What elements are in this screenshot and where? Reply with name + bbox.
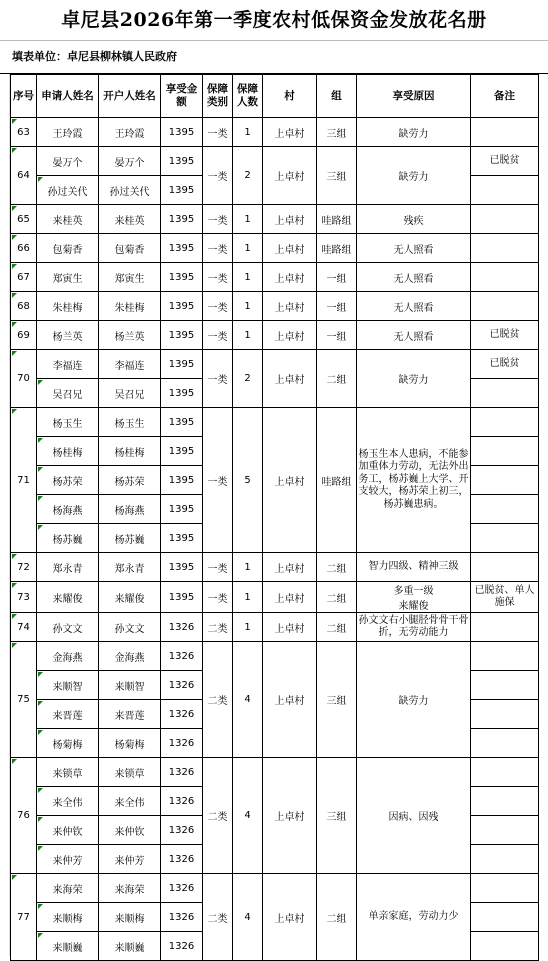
security-category: 一类 — [203, 147, 233, 205]
village-name: 上卓村 — [263, 642, 317, 758]
remark-cell: 已脱贫 — [471, 147, 539, 176]
village-name: 上卓村 — [263, 874, 317, 961]
benefit-amount: 1395 — [161, 524, 203, 553]
cell-indicator-icon — [12, 875, 17, 880]
security-count: 4 — [233, 874, 263, 961]
benefit-amount: 1326 — [161, 903, 203, 932]
security-count: 1 — [233, 553, 263, 582]
benefit-amount: 1326 — [161, 787, 203, 816]
account-holder-name: 来顺巍 — [99, 932, 161, 961]
cell-indicator-icon — [12, 614, 17, 619]
village-name: 上卓村 — [263, 205, 317, 234]
team-name: 二组 — [317, 350, 357, 408]
team-name: 哇路组 — [317, 205, 357, 234]
village-name: 上卓村 — [263, 350, 317, 408]
applicant-name: 来仲芳 — [37, 845, 99, 874]
document-title: 卓尼县2026年第一季度农村低保资金发放花名册 — [0, 0, 548, 41]
header-reason: 享受原因 — [357, 75, 471, 118]
remark-cell — [471, 118, 539, 147]
header-village: 村 — [263, 75, 317, 118]
security-count: 1 — [233, 582, 263, 613]
table-row — [11, 553, 539, 582]
benefit-amount: 1395 — [161, 350, 203, 379]
benefit-reason: 缺劳力 — [357, 642, 471, 758]
cell-indicator-icon — [38, 672, 43, 677]
account-holder-name: 晏万个 — [99, 147, 161, 176]
cell-indicator-icon — [38, 380, 43, 385]
applicant-name: 杨苏巍 — [37, 524, 99, 553]
team-name: 二组 — [317, 613, 357, 642]
benefit-reason: 缺劳力 — [357, 350, 471, 408]
remark-cell — [471, 379, 539, 408]
benefit-reason: 多重一级 来耀俊 — [357, 582, 471, 613]
benefit-amount: 1326 — [161, 613, 203, 642]
row-number: 68 — [11, 292, 37, 321]
applicant-name: 来海荣 — [37, 874, 99, 903]
applicant-name: 来仲钦 — [37, 816, 99, 845]
header-applicant: 申请人姓名 — [37, 75, 99, 118]
benefit-amount: 1395 — [161, 582, 203, 613]
benefit-amount: 1395 — [161, 408, 203, 437]
row-number: 64 — [11, 147, 37, 205]
village-name: 上卓村 — [263, 613, 317, 642]
account-holder-name: 吴召兄 — [99, 379, 161, 408]
benefit-amount: 1395 — [161, 118, 203, 147]
applicant-name: 杨菊梅 — [37, 729, 99, 758]
applicant-name: 李福连 — [37, 350, 99, 379]
cell-indicator-icon — [12, 583, 17, 588]
cell-indicator-icon — [12, 206, 17, 211]
team-name: 三组 — [317, 758, 357, 874]
applicant-name: 来顺巍 — [37, 932, 99, 961]
benefit-reason: 缺劳力 — [357, 147, 471, 205]
row-number: 73 — [11, 582, 37, 613]
security-category: 一类 — [203, 292, 233, 321]
table-row — [11, 874, 539, 903]
applicant-name: 来桂英 — [37, 205, 99, 234]
team-name: 三组 — [317, 118, 357, 147]
security-count: 2 — [233, 147, 263, 205]
account-holder-name: 来晋莲 — [99, 700, 161, 729]
cell-indicator-icon — [38, 730, 43, 735]
cell-indicator-icon — [12, 293, 17, 298]
applicant-name: 吴召兄 — [37, 379, 99, 408]
header-amount: 享受金额 — [161, 75, 203, 118]
remark-cell — [471, 263, 539, 292]
row-number: 76 — [11, 758, 37, 874]
security-count: 1 — [233, 205, 263, 234]
benefit-reason: 杨玉生本人患病，不能参加重体力劳动，无法外出务工，杨苏巍上大学、开支较大，杨苏荣上初三，杨苏巍患病。 — [357, 408, 471, 553]
account-holder-name: 来锁草 — [99, 758, 161, 787]
applicant-name: 来顺梅 — [37, 903, 99, 932]
account-holder-name: 杨苏荣 — [99, 466, 161, 495]
remark-cell — [471, 234, 539, 263]
account-holder-name: 包菊香 — [99, 234, 161, 263]
account-holder-name: 杨玉生 — [99, 408, 161, 437]
applicant-name: 王玲霞 — [37, 118, 99, 147]
benefit-amount: 1395 — [161, 176, 203, 205]
remark-cell — [471, 874, 539, 903]
account-holder-name: 来顺梅 — [99, 903, 161, 932]
security-category: 一类 — [203, 350, 233, 408]
row-number: 71 — [11, 408, 37, 553]
row-number: 70 — [11, 350, 37, 408]
account-holder-name: 来海荣 — [99, 874, 161, 903]
benefit-amount: 1326 — [161, 874, 203, 903]
village-name: 上卓村 — [263, 553, 317, 582]
cell-indicator-icon — [12, 119, 17, 124]
team-name: 一组 — [317, 263, 357, 292]
benefit-amount: 1395 — [161, 234, 203, 263]
benefit-amount: 1395 — [161, 495, 203, 524]
cell-indicator-icon — [12, 643, 17, 648]
benefit-amount: 1326 — [161, 671, 203, 700]
security-count: 4 — [233, 758, 263, 874]
header-row — [11, 75, 539, 118]
account-holder-name: 郑永青 — [99, 553, 161, 582]
benefit-reason: 无人照看 — [357, 234, 471, 263]
applicant-name: 孙过关代 — [37, 176, 99, 205]
benefit-amount: 1395 — [161, 379, 203, 408]
row-number: 69 — [11, 321, 37, 350]
remark-cell — [471, 437, 539, 466]
security-category: 二类 — [203, 874, 233, 961]
table-row — [11, 263, 539, 292]
account-holder-name: 杨菊梅 — [99, 729, 161, 758]
security-count: 1 — [233, 118, 263, 147]
table-row — [11, 205, 539, 234]
table-row — [11, 408, 539, 437]
cell-indicator-icon — [38, 846, 43, 851]
security-category: 一类 — [203, 118, 233, 147]
benefit-reason: 单亲家庭，劳动力少 — [357, 874, 471, 961]
table-row — [11, 234, 539, 263]
benefit-amount: 1395 — [161, 321, 203, 350]
remark-cell — [471, 700, 539, 729]
table-row — [11, 758, 539, 787]
cell-indicator-icon — [12, 264, 17, 269]
header-team: 组 — [317, 75, 357, 118]
applicant-name: 朱桂梅 — [37, 292, 99, 321]
table-row — [11, 350, 539, 379]
header-category: 保障类别 — [203, 75, 233, 118]
table-row — [11, 292, 539, 321]
account-holder-name: 杨海燕 — [99, 495, 161, 524]
benefit-amount: 1395 — [161, 205, 203, 234]
applicant-name: 杨玉生 — [37, 408, 99, 437]
remark-cell: 已脱贫、单人施保 — [471, 582, 539, 613]
applicant-name: 来顺智 — [37, 671, 99, 700]
security-category: 二类 — [203, 642, 233, 758]
account-holder-name: 来桂英 — [99, 205, 161, 234]
security-category: 一类 — [203, 234, 233, 263]
applicant-name: 来全伟 — [37, 787, 99, 816]
benefit-amount: 1395 — [161, 553, 203, 582]
row-number: 65 — [11, 205, 37, 234]
account-holder-name: 孙过关代 — [99, 176, 161, 205]
row-number: 63 — [11, 118, 37, 147]
benefit-reason: 无人照看 — [357, 321, 471, 350]
cell-indicator-icon — [38, 817, 43, 822]
team-name: 哇路组 — [317, 234, 357, 263]
account-holder-name: 杨桂梅 — [99, 437, 161, 466]
cell-indicator-icon — [12, 351, 17, 356]
cell-indicator-icon — [38, 904, 43, 909]
security-category: 一类 — [203, 553, 233, 582]
applicant-name: 来耀俊 — [37, 582, 99, 613]
cell-indicator-icon — [38, 467, 43, 472]
village-name: 上卓村 — [263, 582, 317, 613]
account-holder-name: 杨苏巍 — [99, 524, 161, 553]
account-holder-name: 来仲钦 — [99, 816, 161, 845]
cell-indicator-icon — [12, 235, 17, 240]
security-category: 一类 — [203, 321, 233, 350]
security-count: 5 — [233, 408, 263, 553]
applicant-name: 来锁草 — [37, 758, 99, 787]
benefit-reason: 孙文文右小腿胫骨骨干骨折，无劳动能力 — [357, 613, 471, 642]
account-holder-name: 来耀俊 — [99, 582, 161, 613]
remark-cell — [471, 205, 539, 234]
account-holder-name: 金海燕 — [99, 642, 161, 671]
header-count: 保障人数 — [233, 75, 263, 118]
cell-indicator-icon — [38, 438, 43, 443]
benefit-amount: 1395 — [161, 437, 203, 466]
applicant-name: 杨桂梅 — [37, 437, 99, 466]
remark-cell: 已脱贫 — [471, 350, 539, 379]
village-name: 上卓村 — [263, 292, 317, 321]
remark-cell — [471, 932, 539, 961]
remark-cell: 已脱贫 — [471, 321, 539, 350]
applicant-name: 晏万个 — [37, 147, 99, 176]
remark-cell — [471, 816, 539, 845]
benefit-amount: 1395 — [161, 466, 203, 495]
cell-indicator-icon — [38, 788, 43, 793]
village-name: 上卓村 — [263, 118, 317, 147]
remark-cell — [471, 553, 539, 582]
remark-cell — [471, 292, 539, 321]
remark-cell — [471, 729, 539, 758]
benefit-amount: 1326 — [161, 932, 203, 961]
filing-unit-label: 填表单位：卓尼县柳林镇人民政府 — [0, 40, 548, 74]
team-name: 二组 — [317, 553, 357, 582]
benefit-reason: 残疾 — [357, 205, 471, 234]
remark-cell — [471, 787, 539, 816]
cell-indicator-icon — [38, 701, 43, 706]
security-count: 2 — [233, 350, 263, 408]
team-name: 二组 — [317, 582, 357, 613]
cell-indicator-icon — [12, 554, 17, 559]
row-number: 66 — [11, 234, 37, 263]
account-holder-name: 朱桂梅 — [99, 292, 161, 321]
applicant-name: 杨苏荣 — [37, 466, 99, 495]
cell-indicator-icon — [12, 148, 17, 153]
account-holder-name: 来全伟 — [99, 787, 161, 816]
remark-cell — [471, 845, 539, 874]
security-category: 一类 — [203, 582, 233, 613]
village-name: 上卓村 — [263, 147, 317, 205]
account-holder-name: 来顺智 — [99, 671, 161, 700]
remark-cell — [471, 495, 539, 524]
subsidy-roster-table — [10, 74, 539, 961]
row-number: 74 — [11, 613, 37, 642]
benefit-reason: 无人照看 — [357, 263, 471, 292]
cell-indicator-icon — [38, 177, 43, 182]
village-name: 上卓村 — [263, 263, 317, 292]
header-no: 序号 — [11, 75, 37, 118]
security-category: 一类 — [203, 205, 233, 234]
cell-indicator-icon — [12, 322, 17, 327]
benefit-amount: 1326 — [161, 700, 203, 729]
cell-indicator-icon — [12, 409, 17, 414]
remark-cell — [471, 671, 539, 700]
benefit-amount: 1395 — [161, 263, 203, 292]
team-name: 二组 — [317, 874, 357, 961]
remark-cell — [471, 642, 539, 671]
benefit-amount: 1395 — [161, 147, 203, 176]
header-note: 备注 — [471, 75, 539, 118]
applicant-name: 来晋莲 — [37, 700, 99, 729]
remark-cell — [471, 176, 539, 205]
remark-cell — [471, 758, 539, 787]
benefit-reason: 因病、因残 — [357, 758, 471, 874]
remark-cell — [471, 466, 539, 495]
row-number: 75 — [11, 642, 37, 758]
team-name: 三组 — [317, 642, 357, 758]
security-count: 4 — [233, 642, 263, 758]
benefit-amount: 1326 — [161, 642, 203, 671]
applicant-name: 杨海燕 — [37, 495, 99, 524]
village-name: 上卓村 — [263, 758, 317, 874]
cell-indicator-icon — [38, 496, 43, 501]
remark-cell — [471, 613, 539, 642]
remark-cell — [471, 408, 539, 437]
team-name: 三组 — [317, 147, 357, 205]
applicant-name: 郑寅生 — [37, 263, 99, 292]
applicant-name: 杨兰英 — [37, 321, 99, 350]
village-name: 上卓村 — [263, 234, 317, 263]
remark-cell — [471, 524, 539, 553]
account-holder-name: 来仲芳 — [99, 845, 161, 874]
table-row — [11, 613, 539, 642]
account-holder-name: 孙文文 — [99, 613, 161, 642]
remark-cell — [471, 903, 539, 932]
benefit-reason: 缺劳力 — [357, 118, 471, 147]
team-name: 哇路组 — [317, 408, 357, 553]
security-count: 1 — [233, 613, 263, 642]
benefit-reason: 无人照看 — [357, 292, 471, 321]
header-account-holder: 开户人姓名 — [99, 75, 161, 118]
table-body — [11, 118, 539, 961]
team-name: 一组 — [317, 321, 357, 350]
applicant-name: 金海燕 — [37, 642, 99, 671]
row-number: 67 — [11, 263, 37, 292]
applicant-name: 孙文文 — [37, 613, 99, 642]
benefit-amount: 1326 — [161, 729, 203, 758]
security-count: 1 — [233, 292, 263, 321]
row-number: 72 — [11, 553, 37, 582]
benefit-reason: 智力四级、精神三级 — [357, 553, 471, 582]
account-holder-name: 杨兰英 — [99, 321, 161, 350]
table-row — [11, 118, 539, 147]
table-row — [11, 582, 539, 613]
benefit-amount: 1395 — [161, 292, 203, 321]
account-holder-name: 郑寅生 — [99, 263, 161, 292]
table-row — [11, 321, 539, 350]
benefit-amount: 1326 — [161, 758, 203, 787]
cell-indicator-icon — [12, 759, 17, 764]
security-count: 1 — [233, 234, 263, 263]
account-holder-name: 王玲霞 — [99, 118, 161, 147]
applicant-name: 郑永青 — [37, 553, 99, 582]
village-name: 上卓村 — [263, 408, 317, 553]
security-category: 一类 — [203, 408, 233, 553]
benefit-amount: 1326 — [161, 816, 203, 845]
account-holder-name: 李福连 — [99, 350, 161, 379]
table-row — [11, 642, 539, 671]
benefit-amount: 1326 — [161, 845, 203, 874]
security-count: 1 — [233, 263, 263, 292]
security-category: 二类 — [203, 758, 233, 874]
cell-indicator-icon — [38, 933, 43, 938]
left-gutter — [0, 74, 10, 956]
village-name: 上卓村 — [263, 321, 317, 350]
cell-indicator-icon — [38, 525, 43, 530]
security-category: 二类 — [203, 613, 233, 642]
security-category: 一类 — [203, 263, 233, 292]
row-number: 77 — [11, 874, 37, 961]
applicant-name: 包菊香 — [37, 234, 99, 263]
table-row — [11, 147, 539, 176]
team-name: 一组 — [317, 292, 357, 321]
security-count: 1 — [233, 321, 263, 350]
